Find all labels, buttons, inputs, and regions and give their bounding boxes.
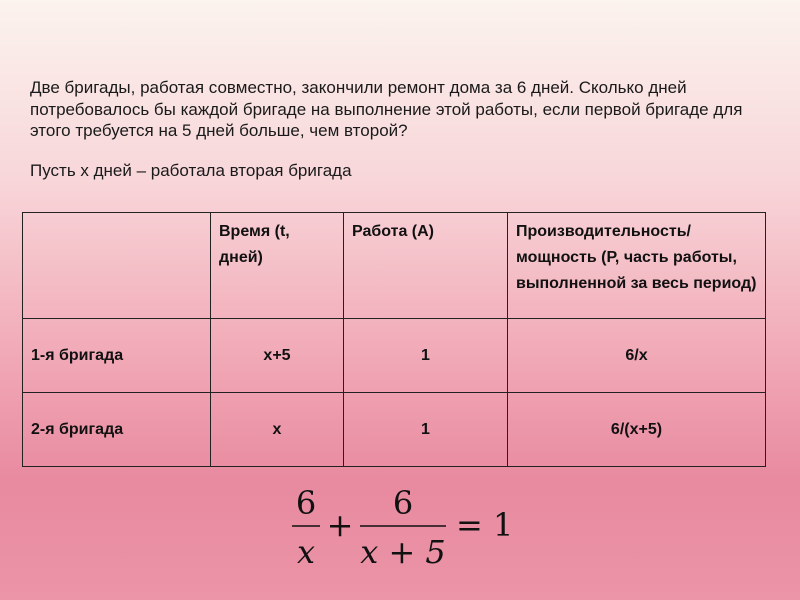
work-cell: 1 [344,393,508,467]
header-productivity: Производительность/ мощность (Р, часть работы, выполненной за весь период) [508,213,766,319]
header-time: Время (t, дней) [211,213,344,319]
header-empty-cell [23,213,211,319]
work-table [22,212,766,467]
row-label: 1-я бригада [23,319,211,393]
work-cell: 1 [344,319,508,393]
row-label: 2-я бригада [23,393,211,467]
table-header-row [23,213,766,319]
table-row [23,319,766,393]
assumption-statement: Пусть х дней – работала вторая бригада [30,161,352,180]
productivity-cell: 6/(x+5) [508,393,766,467]
fraction2-numerator: 6 [392,484,414,522]
time-cell: x [211,393,344,467]
equation [288,478,518,578]
plus-sign: + [326,506,354,544]
table-row [23,393,766,467]
problem-statement: Две бригады, работая совместно, закончили ремонт дома за 6 дней. Сколько дней потребовалось бы каждой бригаде на выполнение этой работы, если первой бригаде для этого требуется на 5 дней больше, чем второй? [30,78,743,140]
fraction1-numerator: 6 [295,484,317,522]
equals-one: = 1 [456,506,514,544]
time-cell: x+5 [211,319,344,393]
productivity-cell: 6/x [508,319,766,393]
fraction1-denominator: x [296,533,316,571]
header-work: Работа (А) [344,213,508,319]
fraction2-denominator: x + 5 [360,533,446,571]
